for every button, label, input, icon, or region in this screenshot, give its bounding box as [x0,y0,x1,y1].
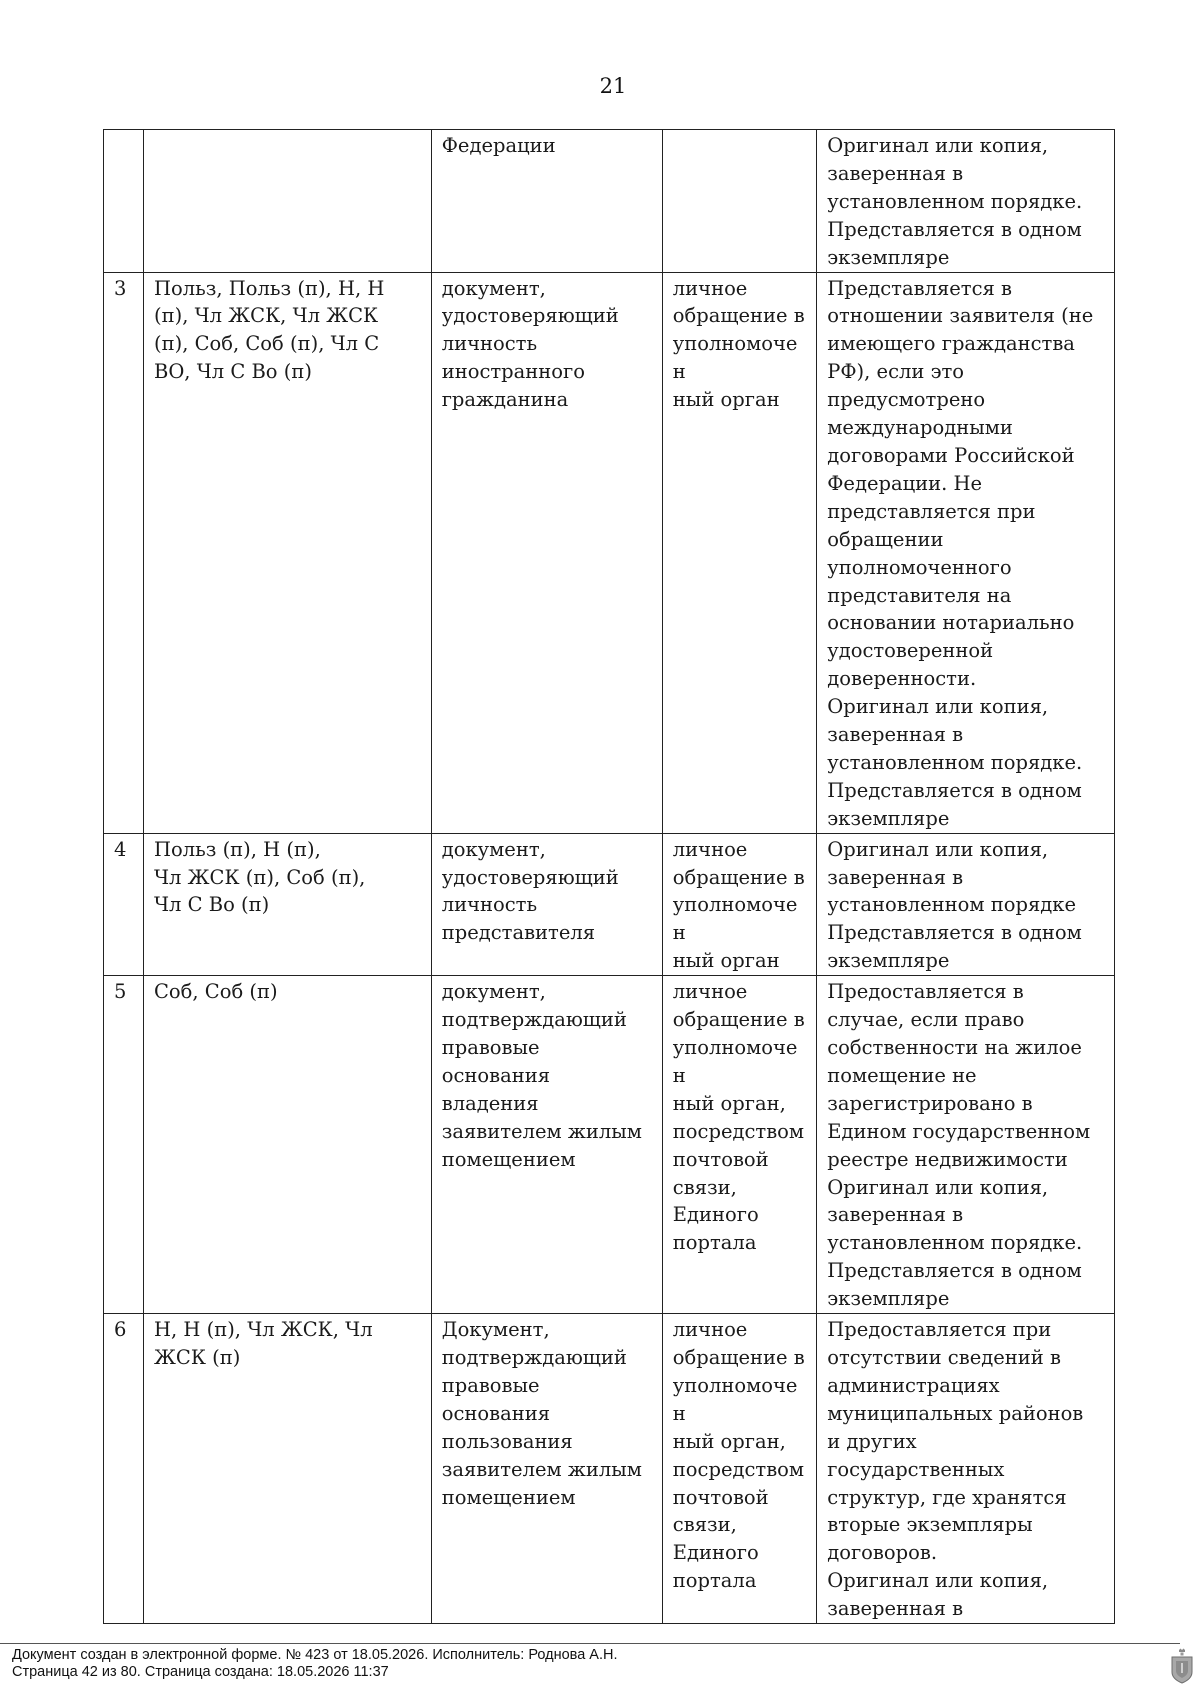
document-name-cell: документ, удостоверяющий личность иностранного гражданина [431,272,662,833]
document-name-cell: документ, подтверждающий правовые основания владения заявителем жилым помещением [431,976,662,1314]
submission-method-cell: личное обращение в уполномочен ный орган [662,272,816,833]
requirements-note-cell: Представляется в отношении заявителя (не имеющего гражданства РФ), если это предусмотрено международными договорами Российской Федерации. Не представляется при обращении уполномоченного представителя на основании нотариально удостоверенной доверенности. Оригинал или копия, заверенная в установленном порядке. Представляется в одном экземпляре [817,272,1115,833]
requirements-note-cell: Оригинал или копия, заверенная в установленном порядке. Представляется в одном экземпляре [817,130,1115,273]
document-footer [12,1647,618,1680]
table-row [104,1314,1115,1624]
coat-of-arms-icon [1170,1648,1194,1684]
requirements-note-cell: Предоставляется при отсутствии сведений в администрациях муниципальных районов и других государственных структур, где хранятся вторые экземпляры договоров. Оригинал или копия, заверенная в [817,1314,1115,1624]
applicant-category-cell [143,130,431,273]
table-row [104,130,1115,273]
applicant-category-cell: Соб, Соб (п) [143,976,431,1314]
page-number: 21 [599,74,627,98]
submission-method-cell [662,130,816,273]
requirements-note-cell: Предоставляется в случае, если право собственности на жилое помещение не зарегистрировано в Едином государственном реестре недвижимости Оригинал или копия, заверенная в установленном порядке. Представляется в одном экземпляре [817,976,1115,1314]
documents-table [103,129,1115,1624]
row-number-cell: 3 [104,272,144,833]
submission-method-cell: личное обращение в уполномочен ный орган, посредством почтовой связи, Единого портала [662,976,816,1314]
footer-document-info: Документ создан в электронной форме. № 423 от 18.05.2026. Исполнитель: Роднова А.Н. [12,1647,618,1663]
row-number-cell: 6 [104,1314,144,1624]
applicant-category-cell: Н, Н (п), Чл ЖСК, Чл ЖСК (п) [143,1314,431,1624]
table-row [104,833,1115,976]
submission-method-cell: личное обращение в уполномочен ный орган [662,833,816,976]
footer-page-info: Страница 42 из 80. Страница создана: 18.05.2026 11:37 [12,1663,389,1680]
row-number-cell: 4 [104,833,144,976]
applicant-category-cell: Польз (п), Н (п), Чл ЖСК (п), Соб (п), Чл С Во (п) [143,833,431,976]
document-name-cell: Федерации [431,130,662,273]
submission-method-cell: личное обращение в уполномочен ный орган, посредством почтовой связи, Единого портала [662,1314,816,1624]
document-name-cell: Документ, подтверждающий правовые основания пользования заявителем жилым помещением [431,1314,662,1624]
document-name-cell: документ, удостоверяющий личность представителя [431,833,662,976]
table-row [104,272,1115,833]
row-number-cell [104,130,144,273]
footer-divider [0,1643,1180,1644]
table-row [104,976,1115,1314]
requirements-note-cell: Оригинал или копия, заверенная в установленном порядке Представляется в одном экземпляре [817,833,1115,976]
applicant-category-cell: Польз, Польз (п), Н, Н (п), Чл ЖСК, Чл ЖСК (п), Соб, Соб (п), Чл С ВО, Чл С Во (п) [143,272,431,833]
row-number-cell: 5 [104,976,144,1314]
